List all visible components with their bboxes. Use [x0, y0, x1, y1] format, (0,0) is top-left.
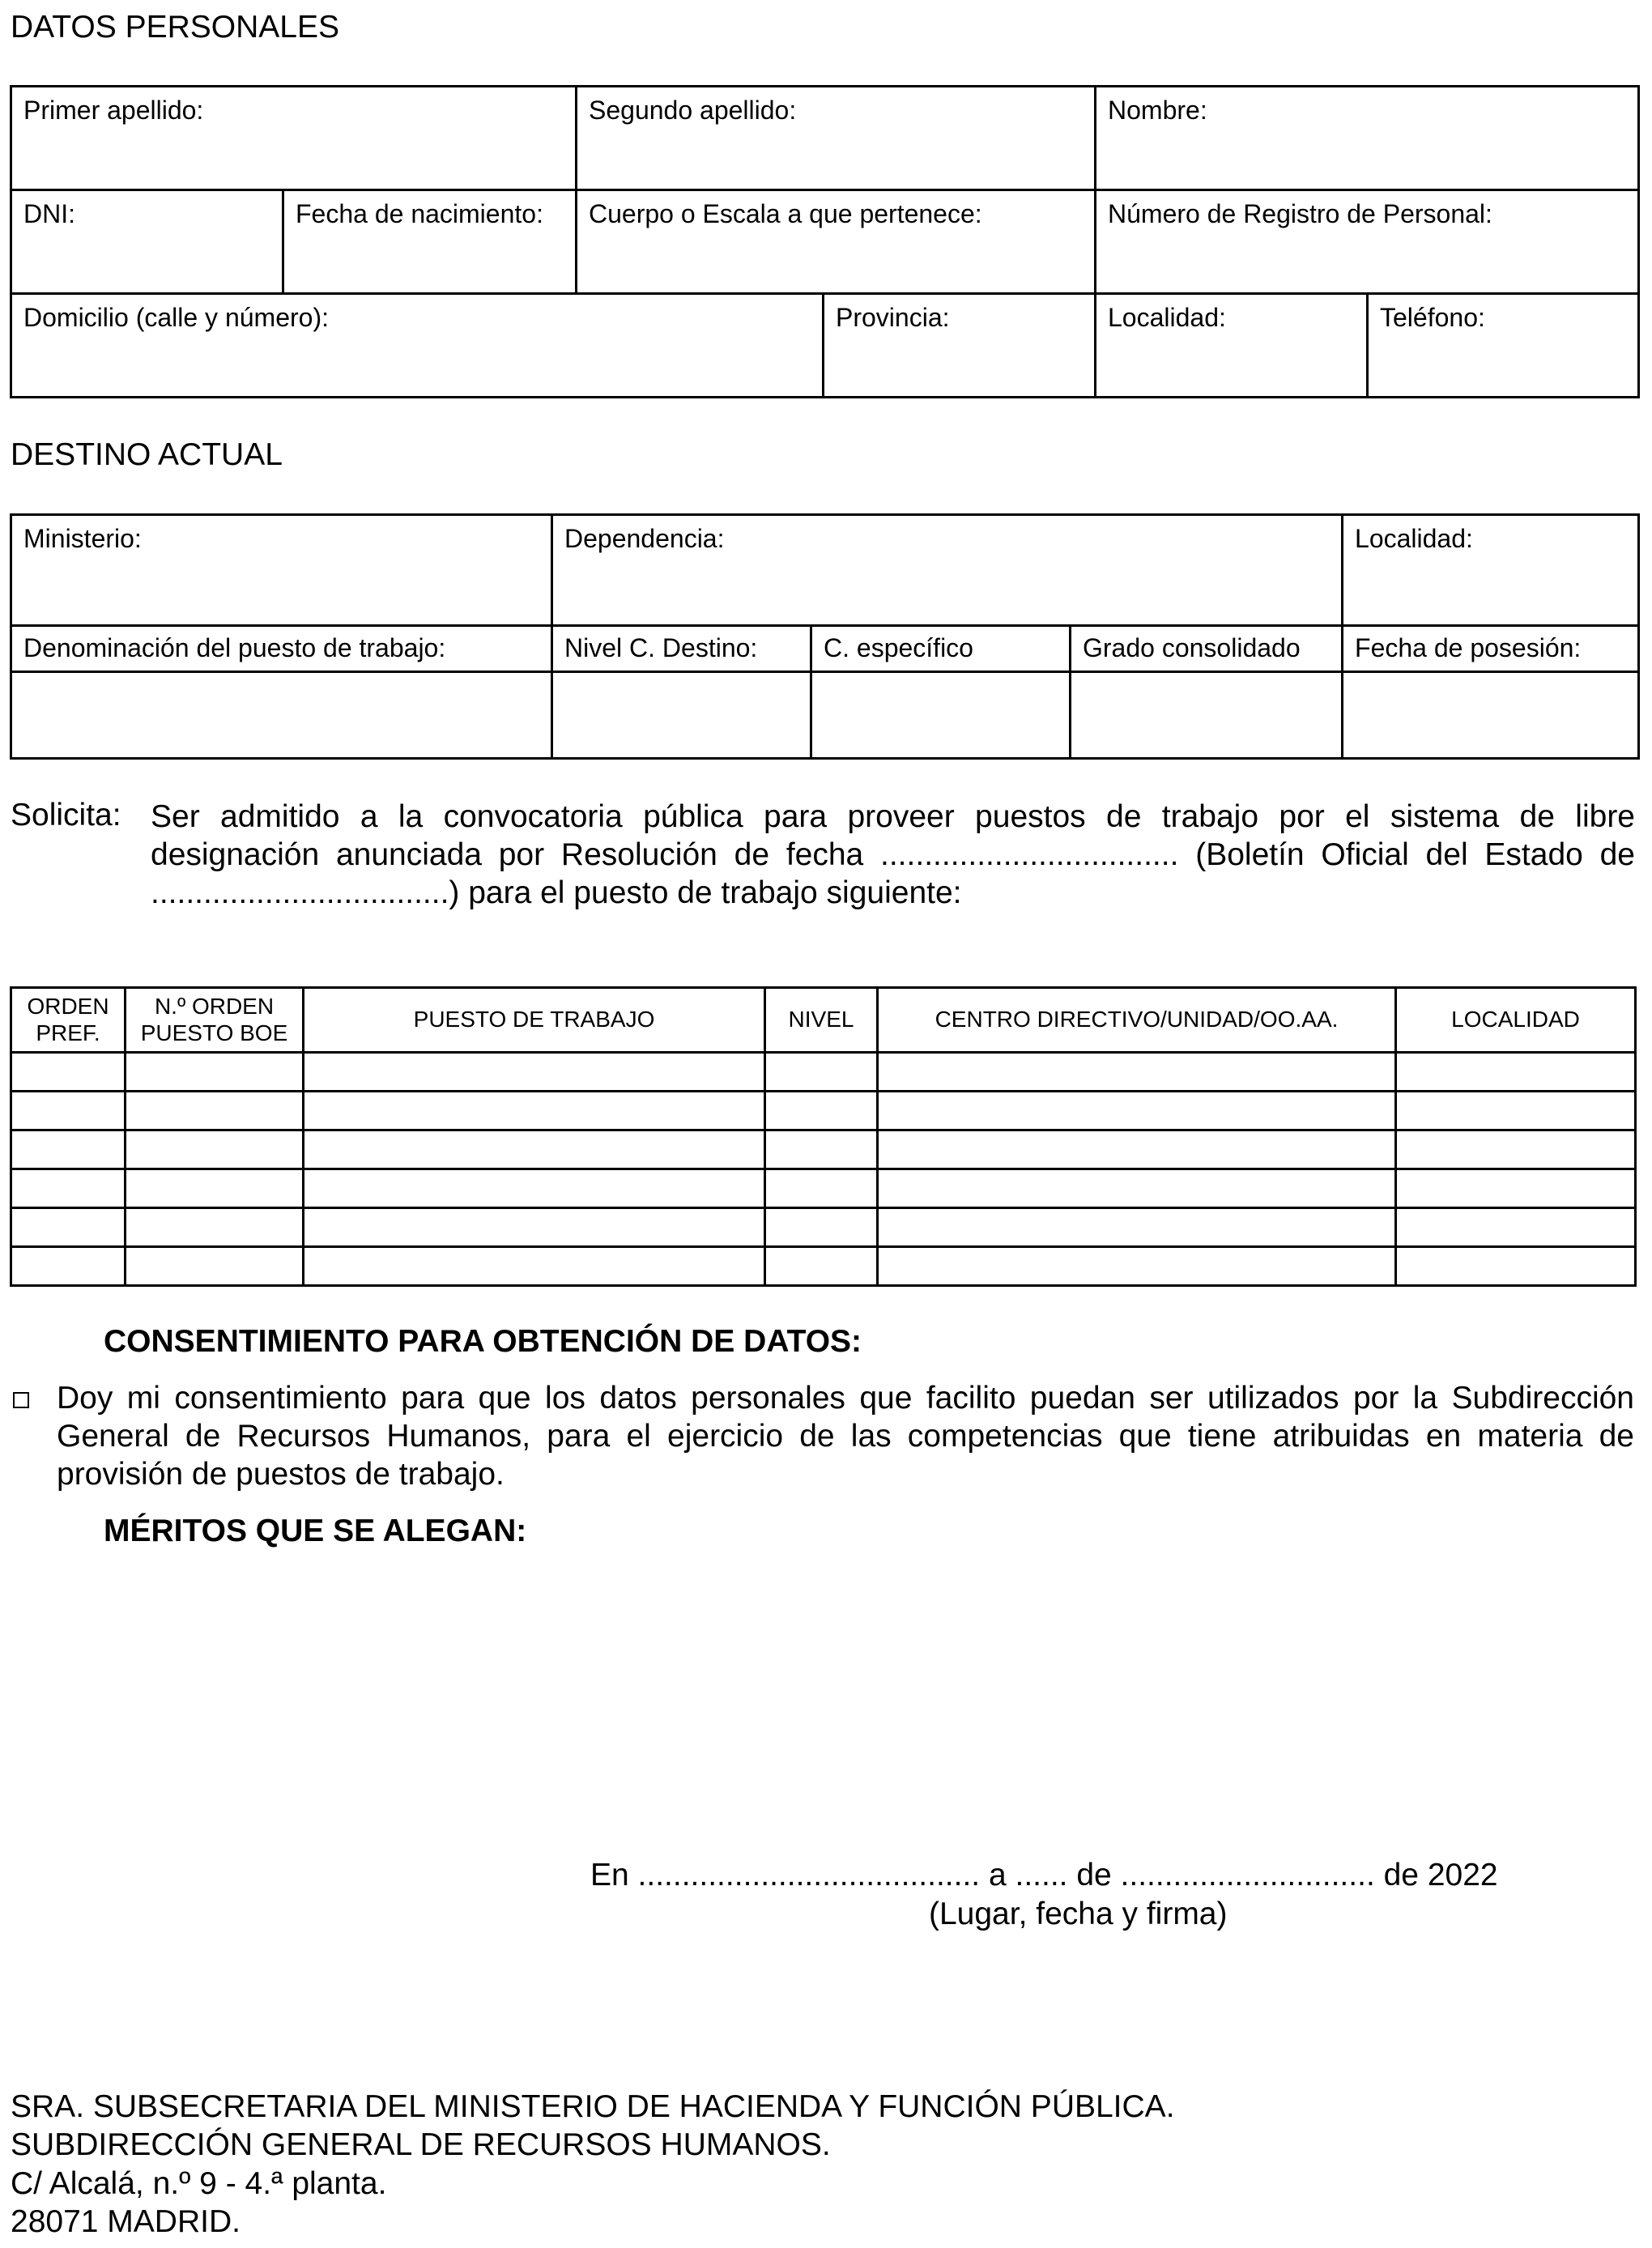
destinatario-line3: C/ Alcalá, n.º 9 - 4.ª planta. [11, 2166, 387, 2201]
col-localidad: LOCALIDAD [1396, 988, 1636, 1053]
table-cell[interactable] [11, 1169, 126, 1208]
domicilio-field[interactable] [11, 294, 824, 398]
denominacion-label: Denominación del puesto de trabajo: [11, 626, 552, 672]
datos-personales-table [10, 85, 1640, 398]
table-cell[interactable] [878, 1208, 1396, 1247]
telefono-field[interactable] [1368, 294, 1639, 398]
plazas-table [10, 986, 1637, 1287]
provincia-label: Provincia: [836, 303, 950, 332]
table-cell[interactable] [765, 1053, 878, 1092]
table-cell[interactable] [126, 1169, 304, 1208]
fecha-nacimiento-label: Fecha de nacimiento: [296, 199, 543, 228]
fecha-posesion-input[interactable] [1343, 672, 1639, 759]
table-cell[interactable] [1396, 1208, 1636, 1247]
table-cell[interactable] [765, 1169, 878, 1208]
table-cell[interactable] [304, 1208, 765, 1247]
table-cell[interactable] [765, 1247, 878, 1286]
dni-field[interactable] [11, 190, 283, 294]
table-cell[interactable] [1396, 1053, 1636, 1092]
telefono-label: Teléfono: [1380, 303, 1485, 332]
localidad-field[interactable] [1096, 294, 1368, 398]
dependencia-field[interactable] [552, 515, 1343, 626]
table-cell[interactable] [126, 1208, 304, 1247]
primer-apellido-label: Primer apellido: [23, 96, 204, 125]
destino-localidad-label: Localidad: [1355, 524, 1473, 553]
table-row [11, 1130, 1636, 1169]
table-cell[interactable] [765, 1092, 878, 1130]
table-cell[interactable] [126, 1130, 304, 1169]
table-cell[interactable] [304, 1130, 765, 1169]
destinatario-line1: SRA. SUBSECRETARIA DEL MINISTERIO DE HACIENDA Y FUNCIÓN PÚBLICA. [11, 2089, 1175, 2124]
table-cell[interactable] [126, 1092, 304, 1130]
destinatario-line2: SUBDIRECCIÓN GENERAL DE RECURSOS HUMANOS. [11, 2127, 831, 2162]
table-cell[interactable] [878, 1169, 1396, 1208]
domicilio-label: Domicilio (calle y número): [23, 303, 329, 332]
destino-localidad-field[interactable] [1343, 515, 1639, 626]
table-cell[interactable] [878, 1092, 1396, 1130]
table-cell[interactable] [304, 1092, 765, 1130]
table-cell[interactable] [11, 1053, 126, 1092]
table-cell[interactable] [765, 1130, 878, 1169]
cuerpo-escala-field[interactable] [577, 190, 1096, 294]
consent-checkbox[interactable] [13, 1392, 29, 1408]
denominacion-input[interactable] [11, 672, 552, 759]
table-cell[interactable] [11, 1130, 126, 1169]
fecha-nacimiento-field[interactable] [283, 190, 577, 294]
destino-actual-title: DESTINO ACTUAL [11, 437, 283, 472]
dni-label: DNI: [23, 199, 75, 228]
table-cell[interactable] [304, 1053, 765, 1092]
destinatario-line4: 28071 MADRID. [11, 2204, 241, 2239]
grado-label: Grado consolidado [1071, 626, 1343, 672]
consentimiento-text: Doy mi consentimiento para que los datos personales que facilito puedan ser utilizados por la Subdirección General de Recursos Humanos, para el ejercicio de las competencias que tiene atribuidas en materia de provisión de puestos de trabajo. [57, 1381, 1634, 1492]
datos-personales-title: DATOS PERSONALES [11, 10, 340, 45]
table-cell[interactable] [1396, 1130, 1636, 1169]
col-nivel: NIVEL [765, 988, 878, 1053]
table-row [11, 1092, 1636, 1130]
fecha-posesion-label: Fecha de posesión: [1343, 626, 1639, 672]
c-especifico-input[interactable] [811, 672, 1071, 759]
provincia-field[interactable] [824, 294, 1096, 398]
table-cell[interactable] [1396, 1092, 1636, 1130]
table-cell[interactable] [126, 1053, 304, 1092]
table-row [11, 1053, 1636, 1092]
solicita-text: Ser admitido a la convocatoria pública para proveer puestos de trabajo por el sistema de libre designación anunciada por Resolución de fecha .................................. (Boletín Oficial del Estado de ..................................) para el puesto de trabajo siguiente: [151, 799, 1635, 910]
firma-caption: (Lugar, fecha y firma) [929, 1897, 1228, 1931]
primer-apellido-field[interactable] [11, 87, 577, 190]
ministerio-label: Ministerio: [23, 524, 142, 553]
segundo-apellido-label: Segundo apellido: [589, 96, 797, 125]
table-cell[interactable] [304, 1169, 765, 1208]
table-cell[interactable] [1396, 1247, 1636, 1286]
meritos-title: MÉRITOS QUE SE ALEGAN: [104, 1514, 527, 1548]
segundo-apellido-field[interactable] [577, 87, 1096, 190]
col-orden-pref: ORDEN PREF. [11, 988, 126, 1053]
table-cell[interactable] [878, 1130, 1396, 1169]
meritos-area[interactable] [10, 1563, 1634, 1838]
table-cell[interactable] [765, 1208, 878, 1247]
table-row [11, 1247, 1636, 1286]
col-orden-boe: N.º ORDEN PUESTO BOE [126, 988, 304, 1053]
table-cell[interactable] [11, 1092, 126, 1130]
col-puesto: PUESTO DE TRABAJO [304, 988, 765, 1053]
firma-line: En ....................................... a ...... de ............................. de 2022 [590, 1858, 1498, 1892]
dependencia-label: Dependencia: [564, 524, 725, 553]
ministerio-field[interactable] [11, 515, 552, 626]
localidad-label: Localidad: [1108, 303, 1226, 332]
table-cell[interactable] [11, 1247, 126, 1286]
table-row [11, 1169, 1636, 1208]
col-centro: CENTRO DIRECTIVO/UNIDAD/OO.AA. [878, 988, 1396, 1053]
table-row [11, 1208, 1636, 1247]
table-cell[interactable] [11, 1208, 126, 1247]
destino-actual-table [10, 513, 1640, 760]
nivel-cd-label: Nivel C. Destino: [552, 626, 811, 672]
nrp-field[interactable] [1096, 190, 1639, 294]
c-especifico-label: C. específico [811, 626, 1071, 672]
table-cell[interactable] [304, 1247, 765, 1286]
nivel-cd-input[interactable] [552, 672, 811, 759]
solicita-label: Solicita: [11, 798, 121, 832]
grado-input[interactable] [1071, 672, 1343, 759]
nombre-field[interactable] [1096, 87, 1639, 190]
nrp-label: Número de Registro de Personal: [1108, 199, 1492, 228]
table-cell[interactable] [878, 1247, 1396, 1286]
nombre-label: Nombre: [1108, 96, 1207, 125]
table-cell[interactable] [126, 1247, 304, 1286]
cuerpo-escala-label: Cuerpo o Escala a que pertenece: [589, 199, 982, 228]
table-cell[interactable] [1396, 1169, 1636, 1208]
table-cell[interactable] [878, 1053, 1396, 1092]
consentimiento-title: CONSENTIMIENTO PARA OBTENCIÓN DE DATOS: [104, 1324, 862, 1359]
